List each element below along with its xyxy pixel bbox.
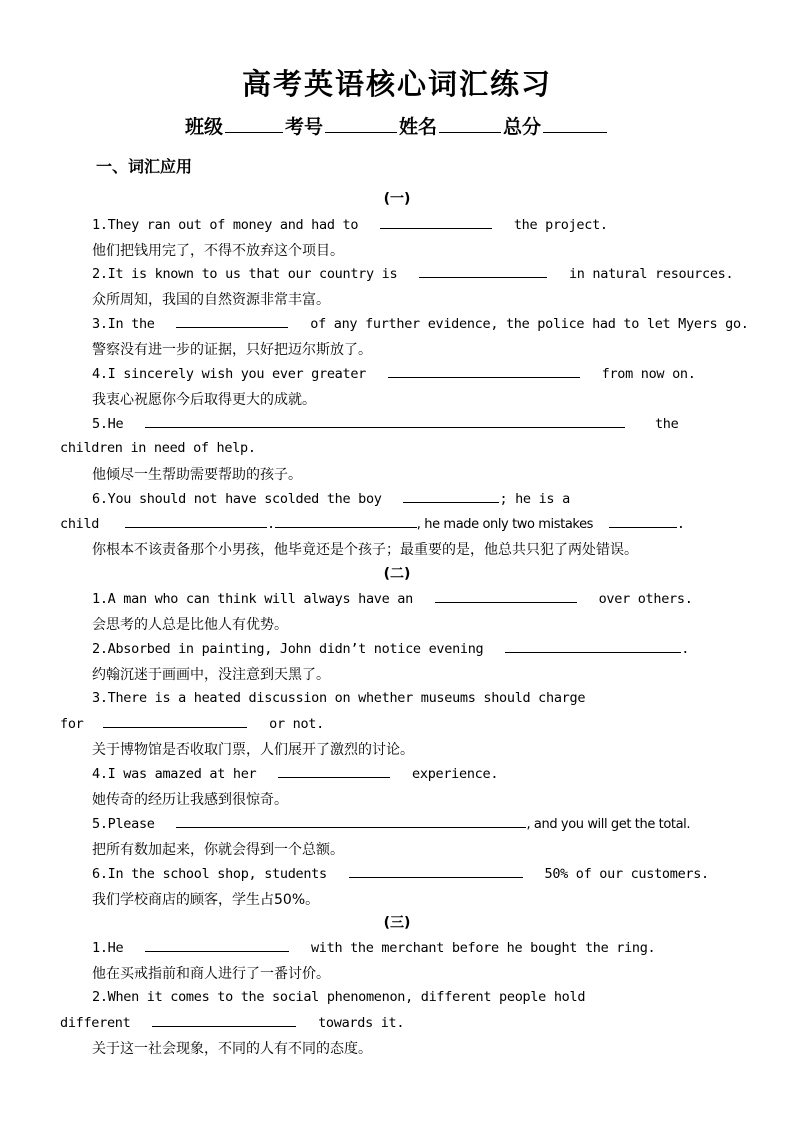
answer-blank[interactable]	[435, 590, 577, 603]
answer-blank[interactable]	[388, 365, 580, 378]
question-2-5: 5.Please , and you will get the total.	[92, 816, 691, 832]
question-1-5-cont: children in need of help.	[60, 440, 256, 456]
question-3-2-cont: different towards it.	[60, 1015, 405, 1031]
class-blank[interactable]	[225, 114, 283, 133]
exam-number-label: 考号	[284, 116, 323, 138]
question-1-3: 3.In the of any further evidence, the police had to let Myers go.	[92, 316, 749, 332]
answer-blank[interactable]	[275, 515, 417, 528]
page-title: 高考英语核心词汇练习	[241, 67, 552, 101]
question-3-2: 2.When it comes to the social phenomenon, different people hold	[92, 989, 586, 1005]
translation-2-4: 她传奇的经历让我感到很惊奇。	[92, 792, 288, 808]
part-heading-1: (一)	[383, 191, 411, 207]
answer-blank[interactable]	[145, 415, 625, 428]
answer-blank[interactable]	[349, 865, 523, 878]
translation-1-2: 众所周知，我国的自然资源非常丰富。	[92, 292, 330, 308]
header-fields	[0, 112, 794, 139]
translation-2-1: 会思考的人总是比他人有优势。	[92, 617, 288, 633]
translation-1-4: 我衷心祝愿你今后取得更大的成就。	[92, 392, 316, 408]
class-label: 班级	[184, 116, 223, 138]
name-blank[interactable]	[439, 114, 501, 133]
answer-blank[interactable]	[380, 216, 492, 229]
question-1-1: 1.They ran out of money and had to the project.	[92, 217, 608, 233]
total-score-label: 总分	[503, 116, 542, 138]
question-1-4: 4.I sincerely wish you ever greater from now on.	[92, 366, 696, 382]
answer-blank[interactable]	[505, 640, 681, 653]
question-1-6-cont: child . , he made only two mistakes .	[60, 516, 685, 532]
translation-1-5: 他倾尽一生帮助需要帮助的孩子。	[92, 467, 302, 483]
question-2-2: 2.Absorbed in painting, John didn’t notice evening .	[92, 641, 690, 657]
question-2-1: 1.A man who can think will always have an over others.	[92, 591, 693, 607]
total-score-blank[interactable]	[543, 114, 607, 133]
translation-1-1: 他们把钱用完了，不得不放弃这个项目。	[92, 243, 344, 259]
answer-blank[interactable]	[176, 815, 526, 828]
translation-2-2: 约翰沉迷于画画中，没注意到天黑了。	[92, 667, 330, 683]
name-label: 姓名	[399, 116, 438, 138]
answer-blank[interactable]	[419, 265, 547, 278]
translation-2-5: 把所有数加起来，你就会得到一个总额。	[92, 842, 344, 858]
question-2-3: 3.There is a heated discussion on whether museums should charge	[92, 690, 586, 706]
question-1-5: 5.He the	[92, 416, 679, 432]
answer-blank[interactable]	[145, 939, 289, 952]
part-heading-2: (二)	[383, 566, 411, 582]
question-3-1: 1.He with the merchant before he bought the ring.	[92, 940, 656, 956]
section-heading: 一、词汇应用	[96, 157, 193, 176]
translation-3-1: 他在买戒指前和商人进行了一番讨价。	[92, 966, 330, 982]
answer-blank[interactable]	[278, 765, 390, 778]
translation-2-6: 我们学校商店的顾客，学生占50%。	[92, 892, 320, 908]
part-heading-3: (三)	[383, 915, 411, 931]
answer-blank[interactable]	[176, 315, 288, 328]
exam-number-blank[interactable]	[325, 114, 397, 133]
question-1-6: 6.You should not have scolded the boy ; he is a	[92, 491, 570, 507]
question-2-3-cont: for or not.	[60, 716, 324, 732]
translation-3-2: 关于这一社会现象，不同的人有不同的态度。	[92, 1041, 372, 1057]
answer-blank[interactable]	[403, 490, 499, 503]
answer-blank[interactable]	[125, 515, 267, 528]
translation-1-3: 警察没有进一步的证据，只好把迈尔斯放了。	[92, 342, 372, 358]
answer-blank[interactable]	[609, 515, 677, 528]
question-2-6: 6.In the school shop, students 50% of our customers.	[92, 866, 709, 882]
question-2-4: 4.I was amazed at her experience.	[92, 766, 499, 782]
translation-1-6: 你根本不该责备那个小男孩，他毕竟还是个孩子；最重要的是，他总共只犯了两处错误。	[92, 542, 638, 558]
answer-blank[interactable]	[103, 715, 247, 728]
translation-2-3: 关于博物馆是否收取门票，人们展开了激烈的讨论。	[92, 742, 414, 758]
question-1-2: 2.It is known to us that our country is in natural resources.	[92, 266, 734, 282]
answer-blank[interactable]	[152, 1014, 296, 1027]
